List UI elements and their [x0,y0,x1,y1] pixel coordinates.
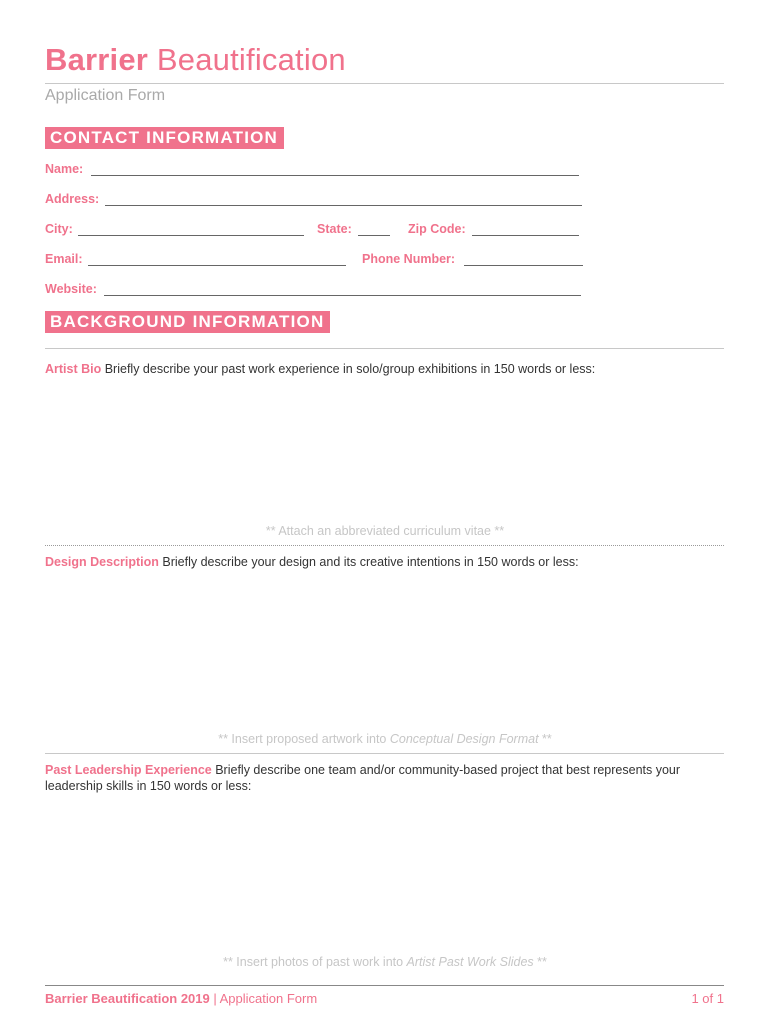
page-title [45,42,346,78]
design-description-answer-area[interactable] [45,574,724,724]
artist-bio-divider [45,545,724,546]
city-field[interactable] [78,235,304,236]
design-description-prompt [45,554,725,570]
page-number: 1 of 1 [691,991,724,1006]
address-label: Address: [45,192,100,206]
title-bold: Barrier [45,42,149,77]
design-description-text: Briefly describe your design and its creative intentions in 150 words or less: [158,555,579,569]
website-label: Website: [45,282,97,296]
phone-field[interactable] [464,265,583,266]
leadership-text: Briefly describe one team and/or community-based project that best represents your leadership skills in 150 words or less: [45,763,681,793]
email-field[interactable] [88,265,346,266]
title-divider [45,83,724,84]
title-light: Beautification [156,42,346,77]
footer-separator: | [209,991,220,1006]
leadership-answer-area[interactable] [45,800,724,945]
website-field[interactable] [104,295,581,296]
footer-doc: Application Form [219,991,318,1006]
design-description-key: Design Description [45,555,159,569]
background-divider [45,348,724,349]
artist-bio-prompt [45,361,725,377]
zip-label: Zip Code: [408,222,466,236]
leadership-note-emphasis: Artist Past Work Slides [406,955,534,969]
footer-text [45,991,317,1006]
artist-bio-text: Briefly describe your past work experience in solo/group exhibitions in 150 words or less: [101,362,596,376]
leadership-key: Past Leadership Experience [45,763,212,777]
design-description-note [0,732,770,746]
email-label: Email: [45,252,83,266]
leadership-prompt [45,762,725,794]
address-field[interactable] [105,205,582,206]
leadership-note-suffix: ** [533,955,547,969]
design-description-divider [45,753,724,754]
zip-field[interactable] [472,235,579,236]
design-note-prefix: ** Insert proposed artwork into [218,732,390,746]
state-label: State: [317,222,352,236]
phone-label: Phone Number: [362,252,456,266]
state-field[interactable] [358,235,390,236]
design-note-suffix: ** [538,732,552,746]
footer-divider [45,985,724,986]
artist-bio-answer-area[interactable] [45,380,724,520]
page-subtitle: Application Form [45,87,166,104]
artist-bio-key: Artist Bio [45,362,102,376]
artist-bio-note: ** Attach an abbreviated curriculum vitae ** [265,524,505,538]
city-label: City: [45,222,73,236]
leadership-note-prefix: ** Insert photos of past work into [223,955,407,969]
background-section-heading: BACKGROUND INFORMATION [45,311,330,333]
footer-brand: Barrier Beautification 2019 [45,991,210,1006]
name-field[interactable] [91,175,579,176]
leadership-note [0,955,770,969]
design-note-emphasis: Conceptual Design Format [389,732,539,746]
name-label: Name: [45,162,84,176]
contact-section-heading: CONTACT INFORMATION [45,127,284,149]
